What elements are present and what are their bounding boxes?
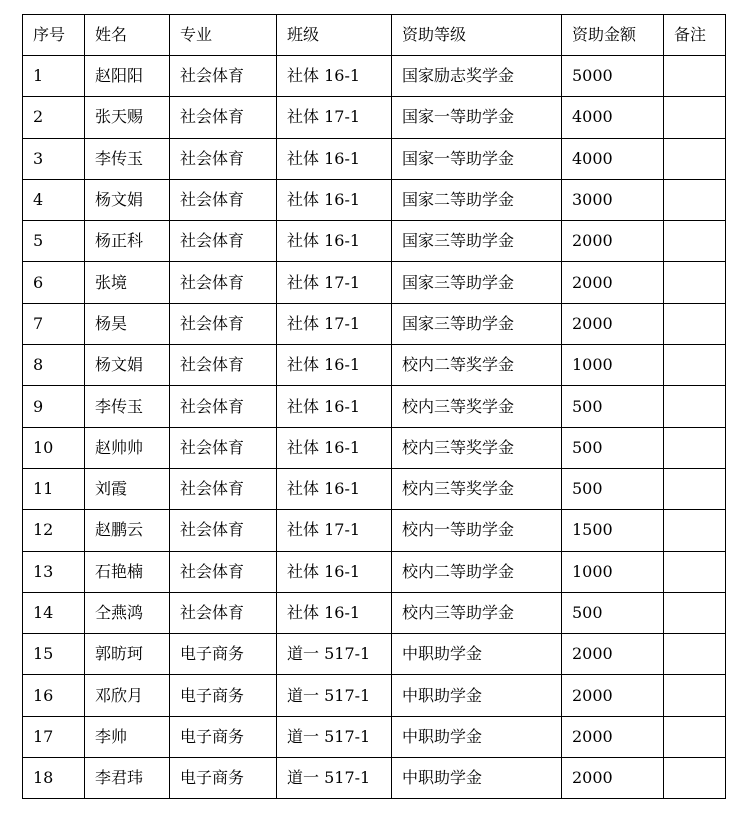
cell-amount: 2000: [562, 634, 664, 675]
cell-class: 社体 17-1: [277, 510, 392, 551]
cell-level: 国家一等助学金: [392, 97, 562, 138]
cell-class: 社体 17-1: [277, 262, 392, 303]
subsidy-table: [22, 14, 726, 799]
cell-remark: [664, 675, 726, 716]
cell-name: 李传玉: [85, 386, 170, 427]
cell-no: 1: [23, 56, 85, 97]
cell-no: 10: [23, 427, 85, 468]
cell-major: 社会体育: [170, 551, 277, 592]
cell-name: 李传玉: [85, 138, 170, 179]
cell-name: 张天赐: [85, 97, 170, 138]
cell-class: 社体 16-1: [277, 56, 392, 97]
table-row: [23, 138, 726, 179]
cell-name: 李君玮: [85, 758, 170, 799]
cell-major: 社会体育: [170, 386, 277, 427]
cell-no: 15: [23, 634, 85, 675]
cell-level: 国家三等助学金: [392, 303, 562, 344]
cell-class: 社体 16-1: [277, 138, 392, 179]
cell-class: 社体 16-1: [277, 551, 392, 592]
cell-name: 赵阳阳: [85, 56, 170, 97]
cell-major: 社会体育: [170, 592, 277, 633]
cell-no: 8: [23, 345, 85, 386]
cell-remark: [664, 592, 726, 633]
cell-name: 郭昉珂: [85, 634, 170, 675]
cell-major: 电子商务: [170, 758, 277, 799]
cell-amount: 2000: [562, 262, 664, 303]
cell-no: 3: [23, 138, 85, 179]
header-cell-no: 序号: [23, 15, 85, 56]
table-row: [23, 179, 726, 220]
cell-level: 校内二等奖学金: [392, 345, 562, 386]
cell-amount: 2000: [562, 303, 664, 344]
cell-major: 社会体育: [170, 56, 277, 97]
cell-amount: 500: [562, 468, 664, 509]
cell-level: 中职助学金: [392, 675, 562, 716]
cell-remark: [664, 138, 726, 179]
cell-amount: 4000: [562, 97, 664, 138]
table-row: [23, 303, 726, 344]
cell-name: 张境: [85, 262, 170, 303]
cell-level: 校内三等奖学金: [392, 427, 562, 468]
table-row: [23, 97, 726, 138]
cell-amount: 2000: [562, 758, 664, 799]
cell-level: 国家三等助学金: [392, 221, 562, 262]
cell-remark: [664, 386, 726, 427]
cell-level: 校内三等奖学金: [392, 468, 562, 509]
cell-name: 杨正科: [85, 221, 170, 262]
header-cell-level: 资助等级: [392, 15, 562, 56]
table-row: [23, 427, 726, 468]
cell-remark: [664, 551, 726, 592]
cell-remark: [664, 468, 726, 509]
cell-amount: 3000: [562, 179, 664, 220]
cell-level: 中职助学金: [392, 758, 562, 799]
cell-remark: [664, 56, 726, 97]
cell-class: 社体 16-1: [277, 386, 392, 427]
cell-name: 刘霞: [85, 468, 170, 509]
header-cell-remark: 备注: [664, 15, 726, 56]
cell-amount: 4000: [562, 138, 664, 179]
cell-no: 13: [23, 551, 85, 592]
table-row: [23, 716, 726, 757]
cell-name: 石艳楠: [85, 551, 170, 592]
cell-major: 电子商务: [170, 675, 277, 716]
cell-remark: [664, 345, 726, 386]
cell-major: 社会体育: [170, 345, 277, 386]
cell-amount: 2000: [562, 675, 664, 716]
cell-level: 中职助学金: [392, 716, 562, 757]
cell-remark: [664, 634, 726, 675]
cell-major: 社会体育: [170, 262, 277, 303]
table-row: [23, 56, 726, 97]
cell-level: 校内二等助学金: [392, 551, 562, 592]
cell-level: 国家励志奖学金: [392, 56, 562, 97]
table-row: [23, 345, 726, 386]
cell-no: 5: [23, 221, 85, 262]
cell-remark: [664, 716, 726, 757]
cell-level: 校内三等助学金: [392, 592, 562, 633]
cell-amount: 2000: [562, 221, 664, 262]
header-cell-major: 专业: [170, 15, 277, 56]
cell-no: 9: [23, 386, 85, 427]
cell-no: 7: [23, 303, 85, 344]
cell-class: 社体 16-1: [277, 345, 392, 386]
cell-class: 社体 16-1: [277, 179, 392, 220]
cell-major: 社会体育: [170, 179, 277, 220]
cell-level: 校内一等助学金: [392, 510, 562, 551]
cell-no: 17: [23, 716, 85, 757]
cell-no: 12: [23, 510, 85, 551]
cell-level: 国家二等助学金: [392, 179, 562, 220]
cell-major: 社会体育: [170, 510, 277, 551]
cell-amount: 2000: [562, 716, 664, 757]
cell-level: 国家一等助学金: [392, 138, 562, 179]
cell-remark: [664, 510, 726, 551]
table-row: [23, 386, 726, 427]
cell-no: 6: [23, 262, 85, 303]
cell-name: 杨文娟: [85, 345, 170, 386]
cell-amount: 5000: [562, 56, 664, 97]
cell-major: 社会体育: [170, 303, 277, 344]
cell-level: 国家三等助学金: [392, 262, 562, 303]
cell-name: 杨昊: [85, 303, 170, 344]
cell-name: 邓欣月: [85, 675, 170, 716]
table-row: [23, 468, 726, 509]
cell-no: 16: [23, 675, 85, 716]
table-header-row: [23, 15, 726, 56]
table-row: [23, 758, 726, 799]
cell-name: 赵帅帅: [85, 427, 170, 468]
table-row: [23, 634, 726, 675]
cell-major: 社会体育: [170, 468, 277, 509]
cell-amount: 500: [562, 592, 664, 633]
header-cell-name: 姓名: [85, 15, 170, 56]
cell-class: 社体 17-1: [277, 303, 392, 344]
table-row: [23, 675, 726, 716]
cell-major: 社会体育: [170, 427, 277, 468]
cell-amount: 500: [562, 427, 664, 468]
cell-major: 社会体育: [170, 138, 277, 179]
cell-remark: [664, 262, 726, 303]
table-row: [23, 551, 726, 592]
cell-level: 中职助学金: [392, 634, 562, 675]
table-body: [23, 15, 726, 799]
cell-no: 11: [23, 468, 85, 509]
cell-class: 社体 16-1: [277, 592, 392, 633]
cell-remark: [664, 758, 726, 799]
cell-remark: [664, 179, 726, 220]
cell-no: 14: [23, 592, 85, 633]
cell-class: 道一 517-1: [277, 634, 392, 675]
cell-major: 电子商务: [170, 634, 277, 675]
cell-remark: [664, 427, 726, 468]
cell-name: 仝燕鸿: [85, 592, 170, 633]
cell-class: 道一 517-1: [277, 758, 392, 799]
table-row: [23, 221, 726, 262]
cell-no: 2: [23, 97, 85, 138]
table-row: [23, 262, 726, 303]
document-page: [22, 14, 726, 799]
cell-class: 社体 17-1: [277, 97, 392, 138]
cell-name: 李帅: [85, 716, 170, 757]
cell-major: 社会体育: [170, 221, 277, 262]
cell-remark: [664, 97, 726, 138]
cell-class: 社体 16-1: [277, 221, 392, 262]
cell-level: 校内三等奖学金: [392, 386, 562, 427]
cell-class: 道一 517-1: [277, 675, 392, 716]
cell-class: 社体 16-1: [277, 427, 392, 468]
cell-no: 4: [23, 179, 85, 220]
cell-major: 电子商务: [170, 716, 277, 757]
cell-name: 赵鹏云: [85, 510, 170, 551]
cell-no: 18: [23, 758, 85, 799]
table-row: [23, 510, 726, 551]
cell-amount: 1500: [562, 510, 664, 551]
cell-remark: [664, 221, 726, 262]
cell-amount: 1000: [562, 551, 664, 592]
header-cell-amount: 资助金额: [562, 15, 664, 56]
cell-class: 道一 517-1: [277, 716, 392, 757]
cell-remark: [664, 303, 726, 344]
cell-amount: 500: [562, 386, 664, 427]
header-cell-class: 班级: [277, 15, 392, 56]
cell-amount: 1000: [562, 345, 664, 386]
cell-name: 杨文娟: [85, 179, 170, 220]
cell-class: 社体 16-1: [277, 468, 392, 509]
table-row: [23, 592, 726, 633]
cell-major: 社会体育: [170, 97, 277, 138]
